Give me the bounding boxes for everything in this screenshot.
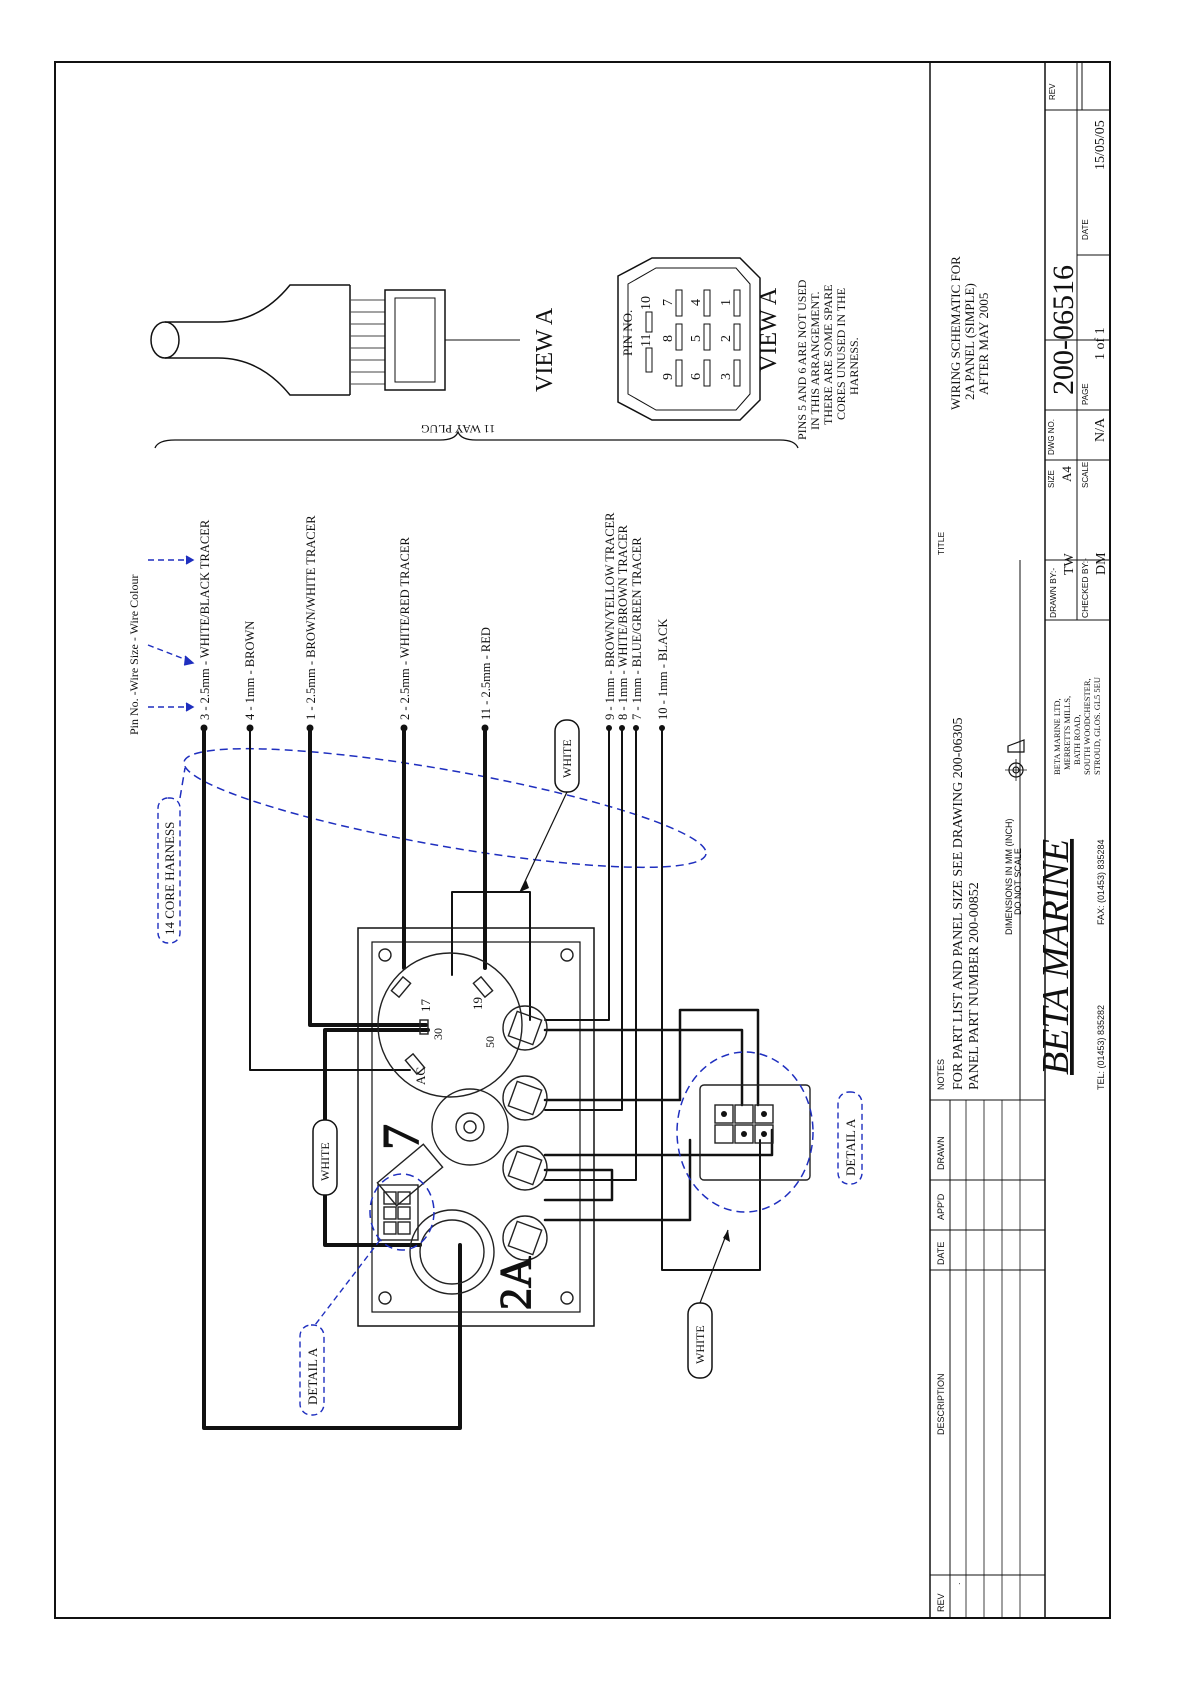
wire-label-1: 1 - 2.5mm - BROWN/WHITE TRACER xyxy=(304,515,318,720)
size-label: SIZE xyxy=(1047,470,1056,488)
drawn-header: DRAWN xyxy=(936,1136,946,1170)
view-a-label-top: VIEW A xyxy=(532,307,558,392)
wire-label-4: 4 - 1mm - BROWN xyxy=(243,620,257,720)
wire-key-label: Pin No. -Wire Size - Wire Colour xyxy=(127,574,141,735)
wire-label-8: 8 - 1mm - WHITE/BROWN TRACER xyxy=(616,524,630,720)
pin-6: 6 xyxy=(689,373,704,380)
wire-key-arrows xyxy=(148,556,193,711)
company-address-1: BETA MARINE LTD, xyxy=(1052,698,1062,775)
wire-label-11: 11 - 2.5mm - RED xyxy=(479,627,493,720)
projection-symbol xyxy=(1005,740,1027,781)
pin-5: 5 xyxy=(689,335,704,342)
pin-1: 1 xyxy=(719,299,734,306)
notes-line-1: FOR PART LIST AND PANEL SIZE SEE DRAWING 200-06305 xyxy=(951,717,966,1090)
dwg-no-label: DWG NO. xyxy=(1047,419,1056,455)
wire-label-9: 9 - 1mm - BROWN/YELLOW TRACER xyxy=(603,512,617,720)
plug-illustration xyxy=(151,285,520,395)
description-header: DESCRIPTION xyxy=(936,1373,946,1435)
size-value: A4 xyxy=(1059,466,1074,482)
plug-label: 11 WAY PLUG xyxy=(420,422,496,436)
pin-7: 7 xyxy=(661,299,676,306)
terminal-30: 30 xyxy=(431,1028,445,1040)
title-line-1: WIRING SCHEMATIC FOR xyxy=(948,256,963,410)
harness-ellipse xyxy=(177,725,712,892)
panel-digit: 7 xyxy=(373,1124,430,1150)
rev-label: REV xyxy=(1048,83,1057,100)
wire-label-3: 3 - 2.5mm - WHITE/BLACK TRACER xyxy=(198,519,212,720)
pin-10: 10 xyxy=(639,296,654,310)
harness-label: 14 CORE HARNESS xyxy=(162,821,177,935)
rev-header: REV xyxy=(936,1593,946,1612)
dimensions-note: DIMENSIONS IN MM (INCH) xyxy=(1004,818,1014,935)
company-fax: FAX: (01453) 835284 xyxy=(1096,839,1106,925)
white-callout-3: WHITE xyxy=(693,1325,707,1364)
company-address-3: BATH ROAD, xyxy=(1072,714,1082,765)
wire-label-10: 10 - 1mm - BLACK xyxy=(656,618,670,720)
warning-lamp-sockets xyxy=(503,1006,547,1260)
title-line-2: 2A PANEL (SIMPLE) xyxy=(962,283,977,400)
wire-label-2: 2 - 2.5mm - WHITE/RED TRACER xyxy=(398,537,412,720)
white-callout-2: WHITE xyxy=(318,1142,332,1181)
title-line-3: AFTER MAY 2005 xyxy=(976,292,991,395)
date-header: DATE xyxy=(936,1241,946,1265)
page-value: 1 of 1 xyxy=(1093,327,1108,360)
terminal-19: 19 xyxy=(470,997,485,1010)
notes-header: NOTES xyxy=(936,1058,946,1090)
company-logo: BETA MARINE xyxy=(1035,838,1077,1075)
do-not-scale-note: DO NOT SCALE xyxy=(1013,848,1023,915)
company-address-2: MERRETTS MILLS, xyxy=(1062,695,1072,770)
dwg-no-value: 200-06516 xyxy=(1047,265,1080,395)
view-a-label-right: VIEW A xyxy=(756,287,782,372)
appd-header: APP'D xyxy=(936,1193,946,1220)
pin-8: 8 xyxy=(661,335,676,342)
wire-label-7: 7 - 1mm - BLUE/GREEN TRACER xyxy=(630,537,644,720)
white-callout-1: WHITE xyxy=(560,739,574,778)
checked-by-value: DM xyxy=(1094,552,1109,575)
detail-a-label-right: DETAIL A xyxy=(843,1118,858,1176)
company-address-4: SOUTH WOODCHESTER, xyxy=(1082,678,1092,775)
unused-note-5: HARNESS. xyxy=(847,337,861,395)
pin-11: 11 xyxy=(639,333,654,347)
drawn-by-label: DRAWN BY:- xyxy=(1048,567,1058,618)
pin-4: 4 xyxy=(689,299,704,306)
page-label: PAGE xyxy=(1081,383,1090,405)
date-value: 15/05/05 xyxy=(1093,120,1108,170)
terminal-50: 50 xyxy=(483,1036,497,1048)
rev-dot: . xyxy=(952,1582,962,1585)
scale-value: N/A xyxy=(1093,417,1108,442)
unused-note-3: THERE ARE SOME SPARE xyxy=(821,284,835,425)
unused-note-1: PINS 5 AND 6 ARE NOT USED xyxy=(795,279,809,440)
unused-note-2: IN THIS ARRANGEMENT. xyxy=(808,291,822,430)
notes-line-2: PANEL PART NUMBER 200-00852 xyxy=(967,882,982,1090)
panel-marking-2a: 2A xyxy=(491,1256,540,1310)
pin-3: 3 xyxy=(719,373,734,380)
pin-no-label: PIN NO. xyxy=(620,309,635,356)
title-label: TITLE xyxy=(936,531,946,555)
scale-label: SCALE xyxy=(1081,461,1090,488)
drawn-by-value: TW xyxy=(1062,553,1077,575)
terminal-ac: AC xyxy=(413,1066,428,1085)
charge-socket xyxy=(410,1210,494,1294)
detail-a-enlarged xyxy=(700,1085,810,1180)
unused-note-4: CORES UNUSED IN THE xyxy=(834,287,848,420)
detail-a-label-left: DETAIL A xyxy=(305,1347,320,1405)
wire-paths xyxy=(201,725,773,1429)
buzzer xyxy=(432,1089,508,1165)
date-label: DATE xyxy=(1081,219,1090,240)
terminal-17: 17 xyxy=(418,999,433,1012)
company-address-5: STROUD, GLOS. GL5 5EU xyxy=(1092,677,1102,775)
company-tel: TEL: (01453) 835282 xyxy=(1096,1004,1106,1090)
checked-by-label: CHECKED BY:- xyxy=(1080,558,1090,618)
pin-2: 2 xyxy=(719,335,734,342)
pin-9: 9 xyxy=(661,373,676,380)
